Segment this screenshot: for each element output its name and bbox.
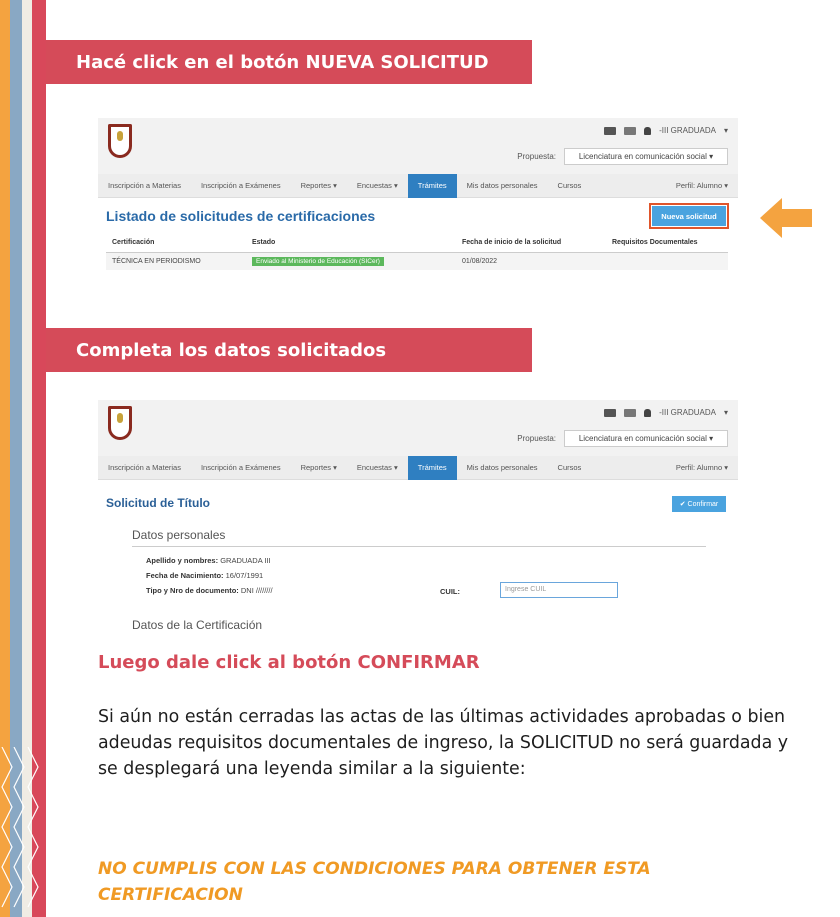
top-bar [98,118,738,174]
col-certificacion: Certificación [106,234,246,252]
nav-reportes[interactable]: Reportes ▾ [300,463,337,472]
user-icon [644,409,651,417]
main-nav [98,456,738,480]
nueva-solicitud-button[interactable]: Nueva solicitud [652,206,726,226]
step3-heading: Luego dale click al botón CONFIRMAR [98,652,480,673]
cuil-input[interactable]: Ingrese CUIL [500,582,618,598]
step1-banner-text: Hacé click en el botón NUEVA SOLICITUD [76,51,489,73]
cell-certificacion: TÉCNICA EN PERIODISMO [106,252,246,270]
mail-icon[interactable] [604,127,616,135]
cell-fecha: 01/08/2022 [456,252,606,270]
nav-encuestas[interactable]: Encuestas ▾ [356,181,398,190]
nav-inscripcion-examenes[interactable]: Inscripción a Exámenes [200,463,281,472]
cuil-label: CUIL: [440,587,460,596]
top-bar [98,400,738,456]
fecha-value: 16/07/1991 [225,571,264,580]
field-documento [146,586,273,595]
user-menu[interactable] [604,408,728,417]
nav-encuestas[interactable]: Encuestas ▾ [356,463,398,472]
nav-mis-datos[interactable]: Mis datos personales [466,463,538,472]
propuesta-selector [517,148,728,165]
chevron-down-icon: ▾ [723,126,728,135]
chevron-down-icon: ▾ [723,408,728,417]
university-logo [108,124,132,158]
nav-mis-datos[interactable]: Mis datos personales [466,181,538,190]
decorative-stripes [0,0,46,917]
user-name[interactable]: -III GRADUADA [659,408,716,417]
fecha-label: Fecha de Nacimiento: [146,571,224,580]
table-header-row [106,234,728,252]
nav-cursos[interactable]: Cursos [557,463,582,472]
notification-badge[interactable] [624,127,636,135]
field-fecha-nacimiento [146,571,263,580]
mail-icon[interactable] [604,409,616,417]
divider [132,546,706,547]
cell-estado [246,252,456,270]
propuesta-select[interactable]: Licenciatura en comunicación social ▾ [564,430,728,447]
propuesta-label: Propuesta: [517,152,556,161]
screenshot-listado [98,118,738,286]
propuesta-label: Propuesta: [517,434,556,443]
nav-perfil[interactable]: Perfil: Alumno ▾ [675,463,728,472]
nav-reportes[interactable]: Reportes ▾ [300,181,337,190]
notification-badge[interactable] [624,409,636,417]
propuesta-select[interactable]: Licenciatura en comunicación social ▾ [564,148,728,165]
doc-label: Tipo y Nro de documento: [146,586,239,595]
warning-message: NO CUMPLIS CON LAS CONDICIONES PARA OBTENER ESTA CERTIFICACION [98,859,651,905]
section-datos-certificacion: Datos de la Certificación [132,618,263,632]
nav-tramites[interactable]: Trámites [408,456,457,480]
col-estado: Estado [246,234,456,252]
page-title: Solicitud de Título [106,496,210,510]
status-badge: Enviado al Ministerio de Educación (SICer) [252,257,384,266]
col-fecha: Fecha de inicio de la solicitud [456,234,606,252]
confirmar-button[interactable]: ✔ Confirmar [672,496,726,512]
apellido-value: GRADUADA III [220,556,271,565]
screenshot-solicitud [98,400,738,640]
section-datos-personales: Datos personales [132,528,226,542]
user-name[interactable]: -III GRADUADA [659,126,716,135]
zigzag-pattern [0,747,46,917]
field-apellido [146,556,271,565]
apellido-label: Apellido y nombres: [146,556,219,565]
university-logo [108,406,132,440]
nav-inscripcion-examenes[interactable]: Inscripción a Exámenes [200,181,281,190]
info-paragraph: Si aún no están cerradas las actas de las últimas actividades aprobadas o bien adeudas requisitos documentales de ingreso, la SOLICITUD no será guardada y se desplegará una leyenda similar a la siguiente: [98,707,789,779]
col-requisitos: Requisitos Documentales [606,234,728,252]
nav-inscripcion-materias[interactable]: Inscripción a Materias [108,463,181,472]
main-nav [98,174,738,198]
nav-perfil[interactable]: Perfil: Alumno ▾ [675,181,728,190]
nav-cursos[interactable]: Cursos [557,181,582,190]
arrow-left-icon [760,196,812,240]
cell-requisitos [606,252,728,270]
step1-banner [46,40,532,84]
step2-banner-text: Completa los datos solicitados [76,339,387,361]
solicitudes-table [106,234,728,270]
user-icon [644,127,651,135]
propuesta-selector [517,430,728,447]
page-title: Listado de solicitudes de certificaciones [106,208,376,224]
doc-value: DNI //////// [240,586,273,595]
step2-banner [46,328,532,372]
nav-inscripcion-materias[interactable]: Inscripción a Materias [108,181,181,190]
nav-tramites[interactable]: Trámites [408,174,457,198]
table-row[interactable] [106,252,728,270]
user-menu[interactable] [604,126,728,135]
